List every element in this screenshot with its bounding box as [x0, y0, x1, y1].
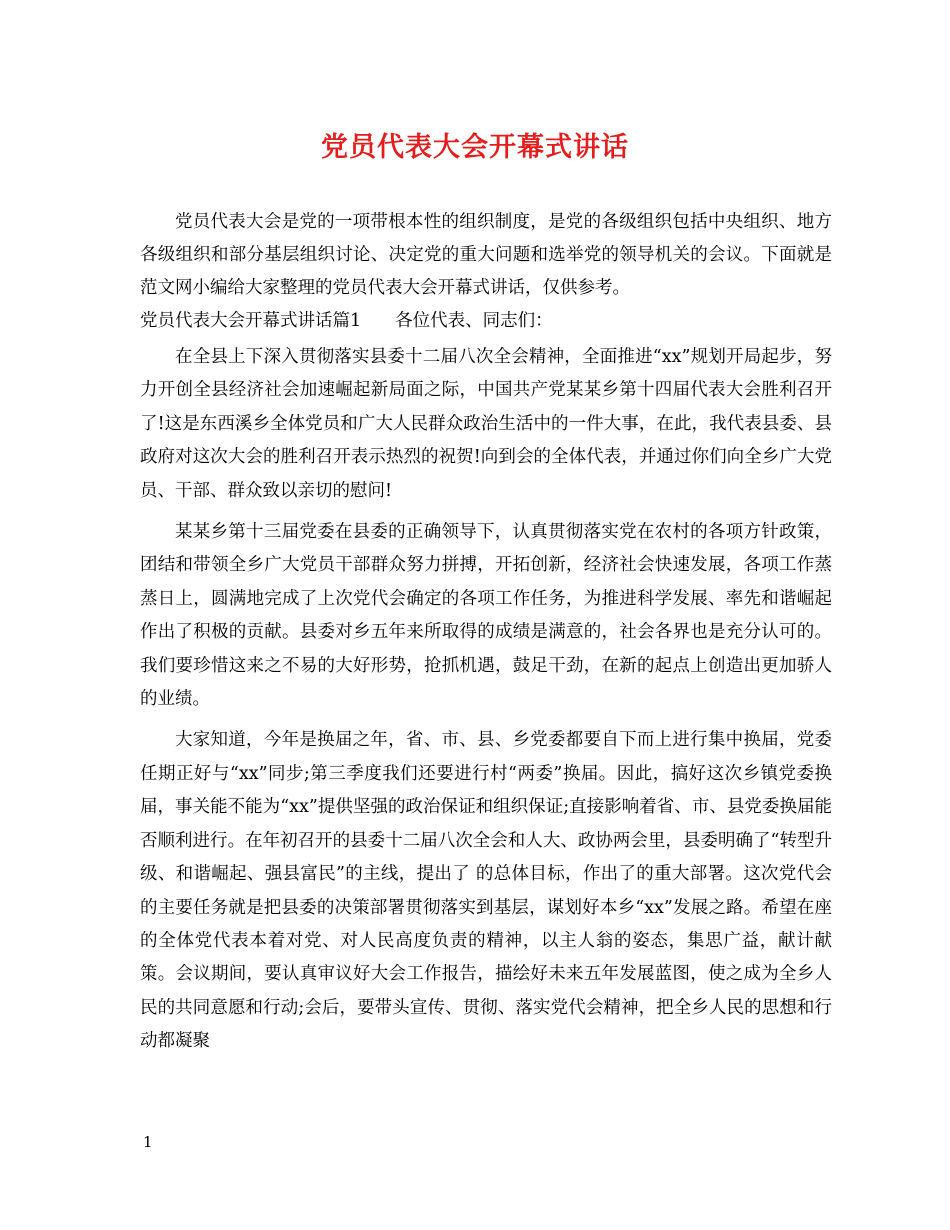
section-heading: 党员代表大会开幕式讲话篇1: [140, 311, 362, 331]
document-title: 党员代表大会开幕式讲话: [321, 132, 629, 163]
greeting: 各位代表、同志们：: [395, 311, 553, 331]
body-paragraph-3: 大家知道，今年是换届之年，省、市、县、乡党委都要自下而上进行集中换届，党委任期正好与“xx”同步;第三季度我们还要进行村“两委”换届。因此，搞好这次乡镇党委换届，事关能不能为“xx”提供坚强的政治保证和组织保证;直接影响着省、市、县党委换届能否顺利进行。在年初召开的县委十二届八次全会和人大、政协两会里，县委明确了“转型升级、和谐崛起、强县富民”的主线，提出了 的总体目标，作出了的重大部署。这次党代会的主要任务就是把县委的决策部署贯彻落实到基层，谋划好本乡“xx”发展之路。希望在座的全体党代表本着对党、对人民高度负责的精神，以主人翁的姿态，集思广益，献计献策。会议期间，要认真审议好大会工作报告，描绘好未来五年发展蓝图，使之成为全乡人民的共同意愿和行动;会后，要带头宣传、贯彻、落实党代会精神，把全乡人民的思想和行动都凝聚: [140, 730, 832, 1052]
body-paragraph-2: 某某乡第十三届党委在县委的正确领导下，认真贯彻落实党在农村的各项方针政策，团结和带领全乡广大党员干部群众努力拼搏，开拓创新，经济社会快速发展，各项工作蒸蒸日上，圆满地完成了上次党代会确定的各项工作任务，为推进科学发展、率先和谐崛起作出了积极的贡献。县委对乡五年来所取得的成绩是满意的，社会各界也是充分认可的。我们要珍惜这来之不易的大好形势，抢抓机遇，鼓足干劲，在新的起点上创造出更加骄人的业绩。: [140, 522, 832, 710]
body-paragraph-1: 在全县上下深入贯彻落实县委十二届八次全会精神，全面推进“xx”规划开局起步，努力开创全县经济社会加速崛起新局面之际，中国共产党某某乡第十四届代表大会胜利召开了!这是东西溪乡全体党员和广大人民群众政治生活中的一件大事，在此，我代表县委、县政府对这次大会的胜利召开表示热烈的祝贺!向到会的全体代表，并通过你们向全乡广大党员、干部、群众致以亲切的慰问!: [140, 347, 832, 501]
intro-paragraph: 党员代表大会是党的一项带根本性的组织制度，是党的各级组织包括中央组织、地方各级组织和部分基层组织讨论、决定党的重大问题和选举党的领导机关的会议。下面就是范文网小编给大家整理的党员代表大会开幕式讲话，仅供参考。: [140, 212, 832, 298]
speech-body: [140, 341, 832, 1059]
intro-block: [140, 206, 832, 338]
page-number: 1: [143, 1133, 153, 1151]
section-heading-line: [140, 305, 832, 338]
